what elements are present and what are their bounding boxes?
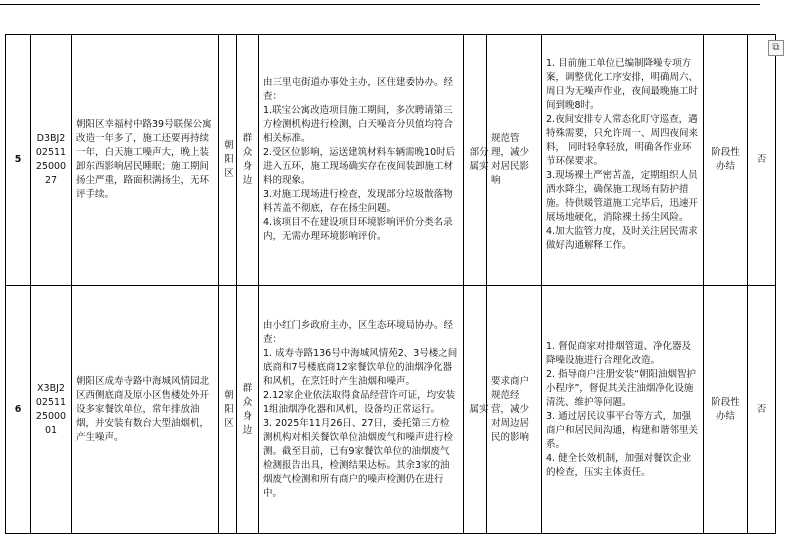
measure-line: 2. 指导商户注册安装“朝阳油烟智护小程序”，督促其关注油烟净化设施清洗、维护等问题。 bbox=[546, 368, 697, 408]
category-label: 群众身边 bbox=[242, 382, 253, 436]
verification-line: 由三里屯街道办事处主办，区住建委协办。经查： bbox=[263, 77, 454, 102]
district-cell bbox=[219, 35, 237, 286]
measure-line: 2.夜间安排专人常态化盯守巡查，遇特殊需要，只允许周一、周四夜间来料， 同时轻拿轻放，明确各作业环节环保要求。 bbox=[546, 114, 699, 167]
category-label: 群众身边 bbox=[242, 133, 253, 186]
progress-status: 阶段性办结 bbox=[704, 35, 748, 286]
issue-summary: 规范管理，减少对居民影响 bbox=[487, 35, 542, 286]
status-cell bbox=[464, 286, 487, 534]
accountability-flag: 否 bbox=[748, 35, 776, 286]
table-row bbox=[6, 286, 776, 534]
verification-line: 2.受区位影响，运送建筑材料车辆需晚10时后进入五环，施工现场确实存在夜间装卸施工材料的现象。 bbox=[263, 147, 456, 186]
copy-icon[interactable]: ⧉ bbox=[768, 40, 784, 56]
measures-text bbox=[542, 35, 704, 286]
district-cell bbox=[219, 286, 237, 534]
category-cell bbox=[237, 286, 259, 534]
complaint-description: 朝阳区成寿寺路中海城风情园北区西侧底商及原小区售楼处外开设多家餐饮单位，常年排放油烟，并安装有数台大型油烟机，产生噪声。 bbox=[72, 286, 219, 534]
district-label: 朝阳区 bbox=[224, 389, 234, 429]
verification-line: 3.对施工现场进行检查，发现部分垃圾散落物料苫盖不彻底，存在扬尘问题。 bbox=[263, 189, 453, 214]
status-label: 属实 bbox=[469, 403, 489, 415]
measure-line: 1. 督促商家对排烟管道、净化器及降噪设施进行合理化改造。 bbox=[546, 340, 692, 366]
verification-line: 4.该项目不在建设项目环境影响评价分类名录内，无需办理环境影响评价。 bbox=[263, 217, 453, 242]
measure-line: 4.加大监管力度，及时关注居民需求做好沟通解释工作。 bbox=[546, 226, 698, 251]
complaint-handling-table bbox=[5, 34, 776, 534]
measure-line: 4. 健全长效机制，加强对餐饮企业的检查，压实主体责任。 bbox=[546, 452, 692, 478]
verification-line: 3. 2025年11月26日、27日，委托第三方检测机构对相关餐饮单位油烟废气和噪声进行检测。截至目前，已有9家餐饮单位的油烟废气检测报告出具，检测结果达标。其余3家的油烟废气检测和所有商户的噪声检测仍在进行中。 bbox=[263, 417, 454, 499]
verification-line: 2.12家企业依法取得食品经营许可证，均安装1组油烟净化器和风机，设备均正常运行。 bbox=[263, 389, 456, 415]
status-cell bbox=[464, 35, 487, 286]
measure-line: 1. 目前施工单位已编制降噪专项方案，调整优化工序安排，明确周六、周日为无噪声作业，夜间最晚施工时间到晚8时。 bbox=[546, 58, 699, 111]
row-index: 6 bbox=[6, 286, 31, 534]
verification-text bbox=[259, 35, 464, 286]
table-row bbox=[6, 35, 776, 286]
verification-line: 1.联宝公寓改造项目施工期间，多次聘请第三方检测机构进行检测，白天噪音分贝值均符合相关标准。 bbox=[263, 105, 454, 144]
category-cell bbox=[237, 35, 259, 286]
verification-line: 1. 成寿寺路136号中海城风情苑2、3号楼之间底商和7号楼底商12家餐饮单位的油烟净化器和风机，在烹饪时产生油烟和噪声。 bbox=[263, 347, 458, 387]
complaint-description: 朝阳区幸福村中路39号联保公寓改造一年多了，施工还要再持续一年，白天施工噪声大，晚上装卸东西影响居民睡眠；施工期间扬尘严重，路面积满扬尘，无环评手续。 bbox=[72, 35, 219, 286]
measures-text bbox=[542, 286, 704, 534]
verification-line: 由小红门乡政府主办，区生态环境局协办。经查： bbox=[263, 319, 454, 345]
case-code: X3BJ2025112500001 bbox=[31, 286, 72, 534]
case-code: D3BJ2025112500027 bbox=[31, 35, 72, 286]
verification-text bbox=[259, 286, 464, 534]
previous-row-bottom-border bbox=[0, 0, 760, 5]
progress-status: 阶段性办结 bbox=[704, 286, 748, 534]
row-index: 5 bbox=[6, 35, 31, 286]
measure-line: 3.现场裸土严密苫盖，定期组织人员洒水降尘，确保施工现场有防护措施。待供暖管道施工完毕后，迅速开展场地硬化，消除裸土扬尘风险。 bbox=[546, 170, 699, 223]
status-label: 部分属实 bbox=[469, 147, 489, 172]
accountability-flag: 否 bbox=[748, 286, 776, 534]
issue-summary: 要求商户规范经营，减少对周边居民的影响 bbox=[487, 286, 542, 534]
measure-line: 3. 通过居民议事平台等方式，加强商户和居民间沟通，构建和谐邻里关系。 bbox=[546, 410, 699, 450]
district-label: 朝阳区 bbox=[224, 140, 234, 179]
